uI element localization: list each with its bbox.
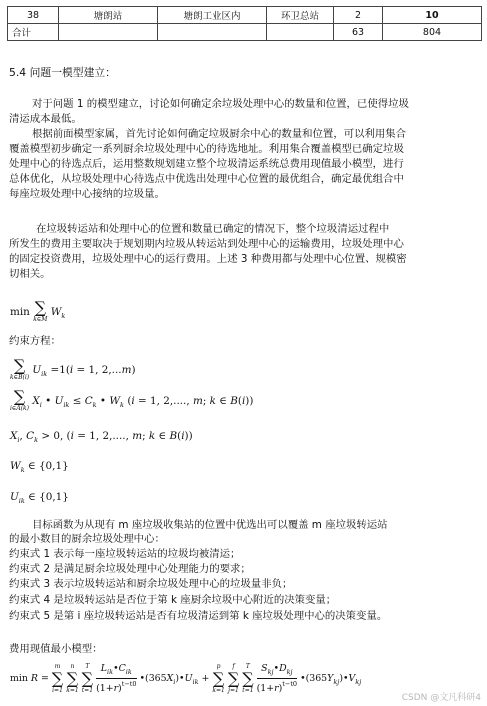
explanation-line: 的最小数目的厨余垃圾处理中心：	[9, 533, 165, 545]
explanation-line: 目标函数为从现有 m 座垃圾收集站的位置中优选出可以覆盖 m 座垃圾转运站	[32, 519, 388, 531]
explanation-line: 约束式 3 表示垃圾转运站和厨余垃圾处理中心的垃圾量非负；	[9, 578, 293, 590]
table-cell: 塘朗站	[59, 7, 158, 24]
cost-formula: min R = m ∑ i=1 n ∑ k=1 T ∑ t=1 $\frac{L_{ik}•C_{ik}}{(1+r)^{t-t0}}$ $•(365X_i)•U_{ik}$ + p ∑ k=1 f ∑ j=1 T ∑ t=1 $\frac{S_{kj}•D_{kj}}{(1+r)^{t-t0}}$ $•(365Y_{kj})•V_{kj}$	[10, 663, 362, 694]
explanation-line: 约束式 2 是满足厨余垃圾处理中心处理能力的要求；	[9, 563, 251, 575]
paragraph-line: 覆盖模型初步确定一系列厨余垃圾处理中心的待选地址。利用集合覆盖模型已确定垃圾	[9, 143, 404, 155]
explanation-line: 约束式 4 是垃圾转运站是否位于第 k 座厨余垃圾中心附近的决策变量；	[9, 594, 337, 606]
paragraph-line: 每座垃圾处理中心接纳的垃圾量。	[9, 188, 165, 200]
table-cell	[158, 24, 267, 41]
table-cell: 环卫总站	[267, 7, 334, 24]
paragraph-line: 清运成本最低。	[9, 113, 82, 125]
constraint-1: ∑ k∈B(i) $U_{ik} =1(i = 1$, 2,...m)	[10, 356, 136, 381]
paragraph-line: 切相关。	[9, 268, 51, 280]
table-cell	[59, 24, 158, 41]
constraints-label: 约束方程：	[9, 335, 61, 347]
constraint-4: $W_k$ ∈ {0,1}	[10, 460, 69, 474]
paragraph-line: 的固定投资费用，垃圾处理中心的运行费用。上述 3 种费用都与处理中心位置、规模密	[9, 253, 407, 265]
explanation-line: 约束式 5 是第 i 座垃圾转运站是否有垃圾清运到第 k 座垃圾处理中心的决策变量。	[9, 610, 388, 622]
explanation-line: 约束式 1 表示每一座垃圾转运站的垃圾均被清运；	[9, 548, 241, 560]
paragraph-line: 处理中心的待选点后，运用整数规划建立整个垃圾清运系统总费用现值最小模型，进行	[9, 158, 404, 170]
table-cell: 合计	[8, 24, 59, 41]
constraint-2: ∑ i∈A(k) $X_i$ • $U_{ik} \le C_k$ • $W_k$ (i = 1, 2,...., m; k ∈ B(i))	[10, 387, 254, 412]
watermark: CSDN @文凡科研4	[401, 693, 481, 703]
station-table	[7, 6, 482, 41]
cost-label: 费用现值最小模型：	[9, 643, 103, 655]
section-title: 5.4 问题一模型建立：	[9, 66, 116, 79]
paragraph-line: 所发生的费用主要取决于规划期内垃圾从转运站到处理中心的运输费用，垃圾处理中心	[9, 238, 404, 250]
paragraph-line: 对于问题 1 的模型建立，讨论如何确定余垃圾处理中心的数量和位置，已使得垃圾	[32, 98, 409, 110]
constraint-3: $X_i$, $C_k > 0$, (i = 1, 2,...., m; k ∈ B(i))	[10, 430, 193, 444]
table-row	[8, 24, 482, 41]
table-cell: 804	[383, 24, 482, 41]
table-cell: 63	[334, 24, 383, 41]
table-cell: 2	[334, 7, 383, 24]
paragraph-line: 根据前面模型家属，首先讨论如何确定垃圾厨余中心的数量和位置，可以利用集合	[32, 128, 407, 140]
table-cell: 38	[8, 7, 59, 24]
table-row	[8, 7, 482, 24]
constraint-5: $U_{ik}$ ∈ {0,1}	[10, 491, 69, 505]
paragraph-line: 总体优化，从垃圾处理中心待选点中优选出处理中心位置的最优组合，确定最优组合中	[9, 173, 404, 185]
paragraph-line: 在垃圾转运站和处理中心的位置和数量已确定的情况下，整个垃圾清运过程中	[36, 223, 390, 235]
table-cell: 10	[383, 7, 482, 24]
table-cell: 塘朗工业区内	[158, 7, 267, 24]
table-cell	[267, 24, 334, 41]
objective-formula: min ∑ k∈M $W_k$	[10, 298, 66, 323]
